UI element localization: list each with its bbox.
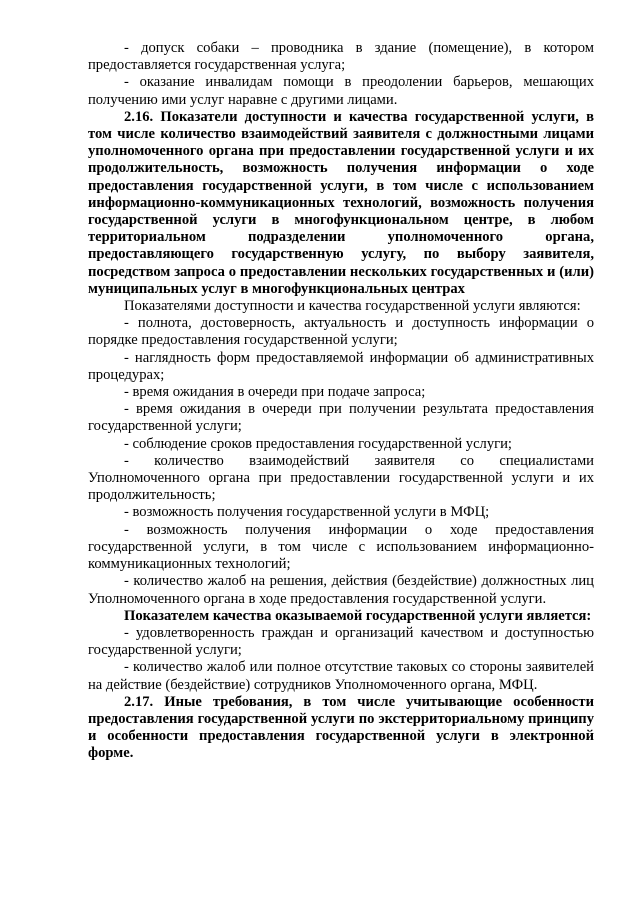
list-item-queue-result: - время ожидания в очереди при получении результата предоставления государственной услуги; <box>88 401 594 435</box>
list-item-completeness: - полнота, достоверность, актуальность и доступность информации о порядке предоставления государственной услуги; <box>88 315 594 349</box>
list-item-mfc: - возможность получения государственной услуги в МФЦ; <box>124 504 490 521</box>
paragraph-guide-dog: - допуск собаки – проводника в здание (помещение), в котором предоставляется государственная услуга; <box>88 40 594 74</box>
list-item-satisfaction: - удовлетворенность граждан и организаций качеством и доступностью государственной услуги; <box>88 624 594 659</box>
paragraph-indicators-intro: Показателями доступности и качества государственной услуги являются: <box>124 298 581 315</box>
list-item-queue-submission: - время ожидания в очереди при подаче запроса; <box>124 384 426 401</box>
list-item-complaints-count: - количество жалоб или полное отсутствие таковых со стороны заявителей на действие (бездействие) сотрудников Уполномоченного органа, МФЦ. <box>88 659 594 693</box>
list-item-deadlines: - соблюдение сроков предоставления государственной услуги; <box>124 435 512 452</box>
document-page <box>88 40 594 763</box>
section-heading-2-17: 2.17. Иные требования, в том числе учитывающие особенности предоставления государственной услуги по экстерриториальному принципу и особенности предоставления государственной услуги в электронной форме. <box>88 693 594 762</box>
list-item-progress-info: - возможность получения информации о ходе предоставления государственной услуги, в том числе с использованием информационно-коммуникационных технологий; <box>88 521 594 573</box>
paragraph-disabled-assistance: - оказание инвалидам помощи в преодолении барьеров, мешающих получению ими услуг наравне с другими лицами. <box>88 74 594 108</box>
section-heading-2-16: 2.16. Показатели доступности и качества государственной услуги, в том числе количество взаимодействий заявителя с должностными лицами уполномоченного органа при предоставлении государственной услуги и их продолжительность, возможность получения информации о ходе предоставления государственной услуги, в том числе с использованием информационно-коммуникационных технологий, возможность получения государственной услуги в многофункциональном центре, в любом территориальном подразделении уполномоченного органа, предоставляющего государственную услугу, по выбору заявителя, посредством запроса о предоставлении нескольких государственных и (или) муниципальных услуг в многофункциональных центрах <box>88 108 594 297</box>
list-item-clarity: - наглядность форм предоставляемой информации об административных процедурах; <box>88 349 594 383</box>
list-item-complaints: - количество жалоб на решения, действия (бездействие) должностных лиц Уполномоченного органа в ходе предоставления государственной услуги. <box>88 573 594 607</box>
quality-indicator-heading: Показателем качества оказываемой государственной услуги является: <box>124 607 592 624</box>
list-item-interactions: - количество взаимодействий заявителя со специалистами Уполномоченного органа при предоставлении государственной услуги и их продолжительность; <box>88 452 594 504</box>
